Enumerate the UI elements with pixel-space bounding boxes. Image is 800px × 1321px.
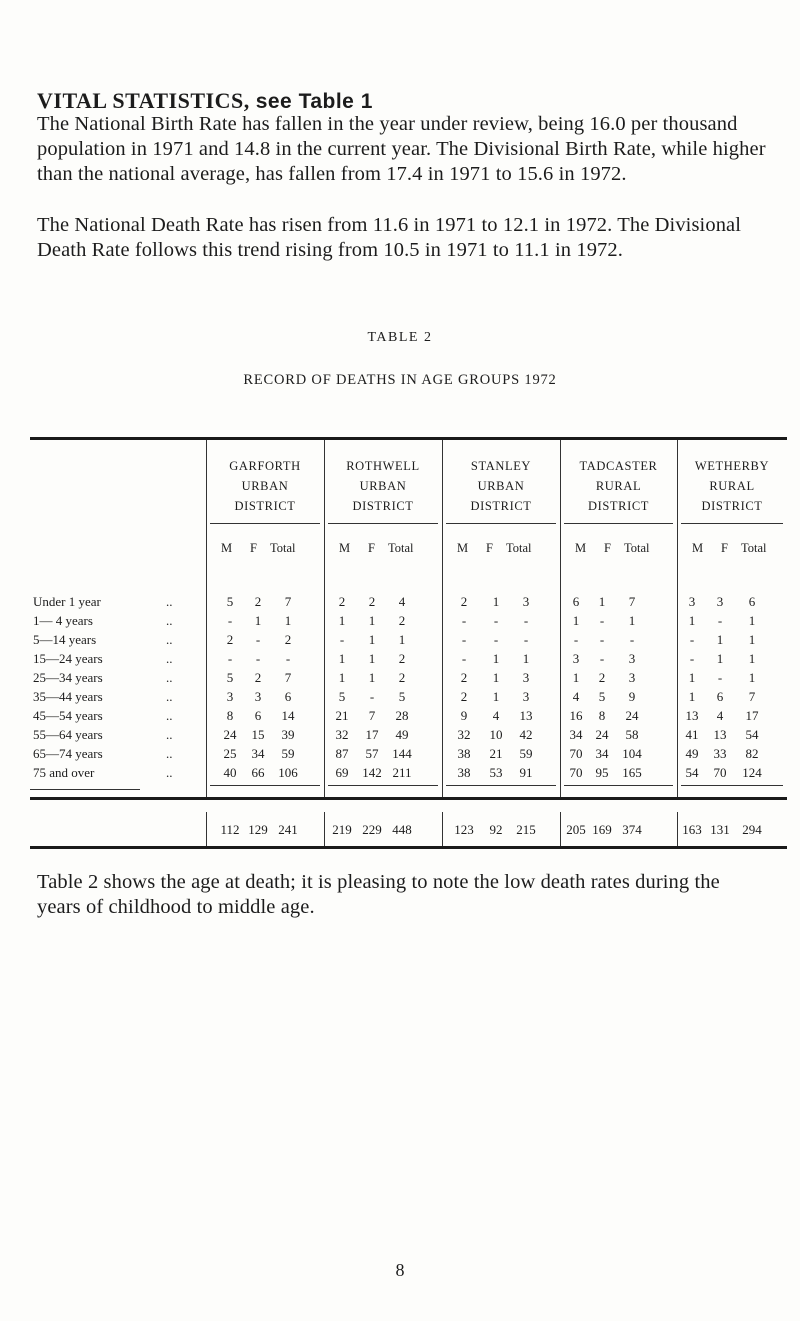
table-cell: 70 — [569, 765, 583, 780]
table-cell: 54 — [745, 727, 759, 742]
leader-dots: .. — [166, 594, 173, 609]
table-cell: 6 — [254, 708, 262, 723]
total-divider — [206, 812, 207, 846]
table-cell: 1 — [492, 594, 500, 609]
table-cell: 3 — [254, 689, 262, 704]
table-cell: 4 — [716, 708, 724, 723]
table-cell: 5 — [226, 594, 234, 609]
table-cell: 1 — [368, 632, 376, 647]
table-cell: 1 — [716, 632, 724, 647]
table-cell: 4 — [572, 689, 580, 704]
table-cell: 1 — [492, 670, 500, 685]
table-cell: 2 — [254, 594, 262, 609]
table-cell: 13 — [685, 708, 699, 723]
pre-total-rule — [210, 785, 320, 786]
district-underline — [328, 523, 438, 524]
table-cell: 34 — [251, 746, 265, 761]
table-number: TABLE 2 — [367, 330, 433, 345]
table-cell: - — [599, 613, 605, 628]
table-cell: - — [689, 651, 695, 666]
table-cell: - — [493, 613, 499, 628]
table-cell: - — [493, 632, 499, 647]
table-cell: - — [227, 651, 233, 666]
page-number: 8 — [395, 1260, 405, 1280]
table-cell: 17 — [365, 727, 379, 742]
subheader-f: F — [604, 541, 611, 555]
district-name-line: WETHERBY — [694, 459, 770, 473]
table-cell: 17 — [745, 708, 759, 723]
table-cell: 7 — [628, 594, 636, 609]
leader-dots: .. — [166, 727, 173, 742]
age-group-label: 65—74 years — [33, 746, 103, 761]
table-cell: 2 — [368, 594, 376, 609]
total-cell: 163 — [682, 822, 702, 837]
leader-dots: .. — [166, 670, 173, 685]
table-cell: 40 — [223, 765, 237, 780]
district-header — [560, 456, 677, 516]
table-top-rule — [30, 437, 787, 440]
total-divider — [677, 812, 678, 846]
district-underline — [210, 523, 320, 524]
table-cell: 3 — [628, 651, 636, 666]
table-cell: 28 — [395, 708, 409, 723]
leader-dots: .. — [166, 689, 173, 704]
table-cell: 24 — [595, 727, 609, 742]
table-cell: 1 — [748, 613, 756, 628]
table-cell: 3 — [716, 594, 724, 609]
table-cell: 106 — [278, 765, 298, 780]
total-cell: 374 — [622, 822, 642, 837]
table-cell: - — [339, 632, 345, 647]
table-cell: 7 — [748, 689, 756, 704]
total-cell: 169 — [592, 822, 612, 837]
table-cell: 41 — [685, 727, 699, 742]
district-name-line: DISTRICT — [234, 499, 296, 513]
total-cell: 112 — [220, 822, 240, 837]
table-cell: 39 — [281, 727, 295, 742]
table-cell: 165 — [622, 765, 642, 780]
table-cell: - — [227, 613, 233, 628]
district-name-line: URBAN — [477, 479, 525, 493]
subheader-f: F — [368, 541, 375, 555]
table-cell: 2 — [460, 594, 468, 609]
subheader-total: Total — [388, 541, 414, 555]
total-cell: 448 — [392, 822, 412, 837]
table-cell: 1 — [254, 613, 262, 628]
table-cell: 3 — [522, 689, 530, 704]
district-underline — [446, 523, 556, 524]
table-cell: 7 — [284, 594, 292, 609]
table-cell: 13 — [713, 727, 727, 742]
table-cell: - — [599, 651, 605, 666]
table-cell: 34 — [595, 746, 609, 761]
table-cell: - — [573, 632, 579, 647]
paragraph-birth-rate: The National Birth Rate has fallen in the year under review, being 16.0 per thousand population in 1971 and 14.8 in the current year. The Divisional Birth Rate, while higher than the national average, has fallen from 17.4 in 1971 to 15.6 in 1972. — [37, 113, 766, 185]
pre-total-rule — [564, 785, 673, 786]
subheader-m: M — [339, 541, 351, 555]
table-cell: 1 — [284, 613, 292, 628]
table-cell: 104 — [622, 746, 642, 761]
subheader-total: Total — [741, 541, 767, 555]
district-name-line: DISTRICT — [470, 499, 532, 513]
total-divider — [560, 812, 561, 846]
district-underline — [564, 523, 673, 524]
table-cell: 3 — [572, 651, 580, 666]
table-cell: 6 — [572, 594, 580, 609]
table-cell: 1 — [368, 670, 376, 685]
pre-total-rule — [446, 785, 556, 786]
subheader-m: M — [692, 541, 704, 555]
total-cell: 229 — [362, 822, 382, 837]
table-title: RECORD OF DEATHS IN AGE GROUPS 1972 — [243, 372, 557, 388]
paragraph-death-rate: The National Death Rate has risen from 11.6 in 1971 to 12.1 in 1972. The Divisional Death Rate follows this trend rising from 10.5 in 1971 to 11.1 in 1972. — [37, 214, 742, 261]
table-cell: 25 — [223, 746, 237, 761]
table-cell: 9 — [460, 708, 468, 723]
table-cell: 1 — [368, 651, 376, 666]
table-cell: 24 — [625, 708, 639, 723]
table-cell: - — [285, 651, 291, 666]
pre-total-rule — [328, 785, 438, 786]
table-cell: 2 — [460, 689, 468, 704]
district-name-line: URBAN — [241, 479, 289, 493]
table-cell: 91 — [519, 765, 533, 780]
table-cell: 7 — [368, 708, 376, 723]
table-cell: - — [255, 651, 261, 666]
age-group-label: 15—24 years — [33, 651, 103, 666]
table-cell: 1 — [522, 651, 530, 666]
age-group-label: 45—54 years — [33, 708, 103, 723]
table-cell: 21 — [489, 746, 503, 761]
table-cell: 3 — [628, 670, 636, 685]
age-group-label: 25—34 years — [33, 670, 103, 685]
table-cell: 9 — [628, 689, 636, 704]
leader-dots: .. — [166, 613, 173, 628]
table-cell: 5 — [598, 689, 606, 704]
table-bottom-rule — [30, 797, 787, 800]
table-cell: - — [689, 632, 695, 647]
table-cell: 2 — [338, 594, 346, 609]
table-cell: 5 — [338, 689, 346, 704]
district-header — [206, 456, 324, 516]
table-cell: 58 — [625, 727, 639, 742]
total-cell: 205 — [566, 822, 586, 837]
table-cell: 15 — [251, 727, 265, 742]
table-cell: 1 — [748, 632, 756, 647]
leader-dots: .. — [166, 651, 173, 666]
age-group-label: 5—14 years — [33, 632, 97, 647]
district-name-line: TADCASTER — [579, 459, 658, 473]
table-cell: 8 — [226, 708, 234, 723]
subheader-total: Total — [624, 541, 650, 555]
table-cell: 66 — [251, 765, 265, 780]
table-cell: 5 — [226, 670, 234, 685]
table-cell: 142 — [362, 765, 382, 780]
table-cell: 2 — [398, 670, 406, 685]
district-name-line: DISTRICT — [587, 499, 650, 513]
table-cell: 14 — [281, 708, 295, 723]
table-cell: 10 — [489, 727, 503, 742]
subheader-m: M — [221, 541, 233, 555]
table-cell: 1 — [492, 651, 500, 666]
paragraph-table-note: Table 2 shows the age at death; it is pleasing to note the low death rates during the years of childhood to middle age. — [37, 871, 720, 918]
table-cell: 1 — [748, 651, 756, 666]
table-cell: 2 — [460, 670, 468, 685]
table-cell: 87 — [335, 746, 349, 761]
table-cell: 1 — [338, 613, 346, 628]
subheader-total: Total — [270, 541, 296, 555]
table-cell: 69 — [335, 765, 349, 780]
table-cell: 24 — [223, 727, 237, 742]
table-cell: - — [629, 632, 635, 647]
section-heading — [37, 88, 373, 114]
table-cell: 1 — [572, 670, 580, 685]
table-cell: 33 — [713, 746, 727, 761]
district-name-line: STANLEY — [470, 459, 532, 473]
table-cell: - — [369, 689, 375, 704]
table-cell: - — [461, 632, 467, 647]
table-cell: 21 — [335, 708, 349, 723]
table-cell: 124 — [742, 765, 762, 780]
pre-total-rule — [681, 785, 783, 786]
table-cell: 144 — [392, 746, 412, 761]
table-cell: 2 — [226, 632, 234, 647]
table-cell: 7 — [284, 670, 292, 685]
district-header — [324, 456, 442, 516]
leader-dots: .. — [166, 765, 173, 780]
label-underline — [30, 789, 140, 790]
total-cell: 123 — [454, 822, 474, 837]
district-name-line: GARFORTH — [229, 459, 301, 473]
table-cell: 59 — [519, 746, 533, 761]
table-cell: 1 — [492, 689, 500, 704]
table-cell: 1 — [688, 689, 696, 704]
table-cell: - — [461, 651, 467, 666]
total-cell: 215 — [516, 822, 536, 837]
table-cell: 3 — [226, 689, 234, 704]
table-cell: 1 — [628, 613, 636, 628]
leader-dots: .. — [166, 632, 173, 647]
age-group-label: 1— 4 years — [33, 613, 93, 628]
leader-dots: .. — [166, 708, 173, 723]
total-divider — [324, 812, 325, 846]
table-cell: 1 — [572, 613, 580, 628]
district-name-line: URBAN — [359, 479, 407, 493]
table-cell: 95 — [595, 765, 609, 780]
district-name-line: ROTHWELL — [346, 459, 420, 473]
table-cell: - — [599, 632, 605, 647]
table-cell: 2 — [254, 670, 262, 685]
table-cell: 8 — [598, 708, 606, 723]
total-divider — [442, 812, 443, 846]
table-cell: 2 — [398, 651, 406, 666]
heading-reference: see Table 1 — [255, 90, 373, 113]
subheader-f: F — [721, 541, 728, 555]
leader-dots: .. — [166, 746, 173, 761]
table-cell: 2 — [598, 670, 606, 685]
table-cell: 4 — [398, 594, 406, 609]
table-cell: 42 — [519, 727, 533, 742]
table-cell: 1 — [748, 670, 756, 685]
table-cell: 16 — [569, 708, 583, 723]
table-cell: 34 — [569, 727, 583, 742]
age-group-label: 75 and over — [33, 765, 95, 780]
total-cell: 294 — [742, 822, 762, 837]
total-cell: 92 — [489, 822, 503, 837]
table-cell: 53 — [489, 765, 503, 780]
table-cell: 38 — [457, 765, 471, 780]
district-name-line: DISTRICT — [352, 499, 414, 513]
table-cell: 1 — [368, 613, 376, 628]
district-name-line: RURAL — [709, 479, 755, 493]
age-group-label: 55—64 years — [33, 727, 103, 742]
table-cell: 1 — [338, 670, 346, 685]
table-cell: 57 — [365, 746, 379, 761]
table-cell: 1 — [716, 651, 724, 666]
table-cell: 82 — [745, 746, 759, 761]
total-cell: 219 — [332, 822, 352, 837]
table-cell: 32 — [457, 727, 471, 742]
table-cell: - — [523, 632, 529, 647]
table-cell: 211 — [392, 765, 412, 780]
table-cell: 2 — [398, 613, 406, 628]
table-end-rule — [30, 846, 787, 849]
subheader-f: F — [486, 541, 493, 555]
table-cell: 1 — [398, 632, 406, 647]
table-cell: 54 — [685, 765, 699, 780]
table-cell: 3 — [522, 594, 530, 609]
table-cell: 49 — [395, 727, 409, 742]
subheader-total: Total — [506, 541, 532, 555]
table-cell: 1 — [688, 613, 696, 628]
table-cell: 1 — [688, 670, 696, 685]
table-cell: - — [255, 632, 261, 647]
age-group-label: 35—44 years — [33, 689, 103, 704]
total-cell: 129 — [248, 822, 268, 837]
table-cell: 5 — [398, 689, 406, 704]
table-cell: 6 — [716, 689, 724, 704]
heading-title: VITAL STATISTICS, — [37, 88, 250, 113]
table-cell: 6 — [748, 594, 756, 609]
subheader-m: M — [575, 541, 587, 555]
age-group-label: Under 1 year — [33, 594, 101, 609]
table-cell: - — [461, 613, 467, 628]
table-cell: 70 — [713, 765, 727, 780]
table-cell: 4 — [492, 708, 500, 723]
table-cell: - — [717, 613, 723, 628]
table-cell: - — [717, 670, 723, 685]
subheader-m: M — [457, 541, 469, 555]
table-cell: 2 — [284, 632, 292, 647]
total-cell: 241 — [278, 822, 298, 837]
table-cell: 1 — [338, 651, 346, 666]
total-cell: 131 — [710, 822, 730, 837]
district-header — [442, 456, 560, 516]
table-cell: 1 — [598, 594, 606, 609]
table-cell: 6 — [284, 689, 292, 704]
table-cell: 70 — [569, 746, 583, 761]
table-cell: 38 — [457, 746, 471, 761]
table-cell: 59 — [281, 746, 295, 761]
district-underline — [681, 523, 783, 524]
table-cell: 13 — [519, 708, 533, 723]
district-header — [677, 456, 787, 516]
table-cell: 3 — [522, 670, 530, 685]
subheader-f: F — [250, 541, 257, 555]
district-name-line: DISTRICT — [701, 499, 763, 513]
table-cell: 49 — [685, 746, 699, 761]
district-name-line: RURAL — [595, 479, 642, 493]
table-cell: - — [523, 613, 529, 628]
table-cell: 32 — [335, 727, 349, 742]
table-cell: 3 — [688, 594, 696, 609]
